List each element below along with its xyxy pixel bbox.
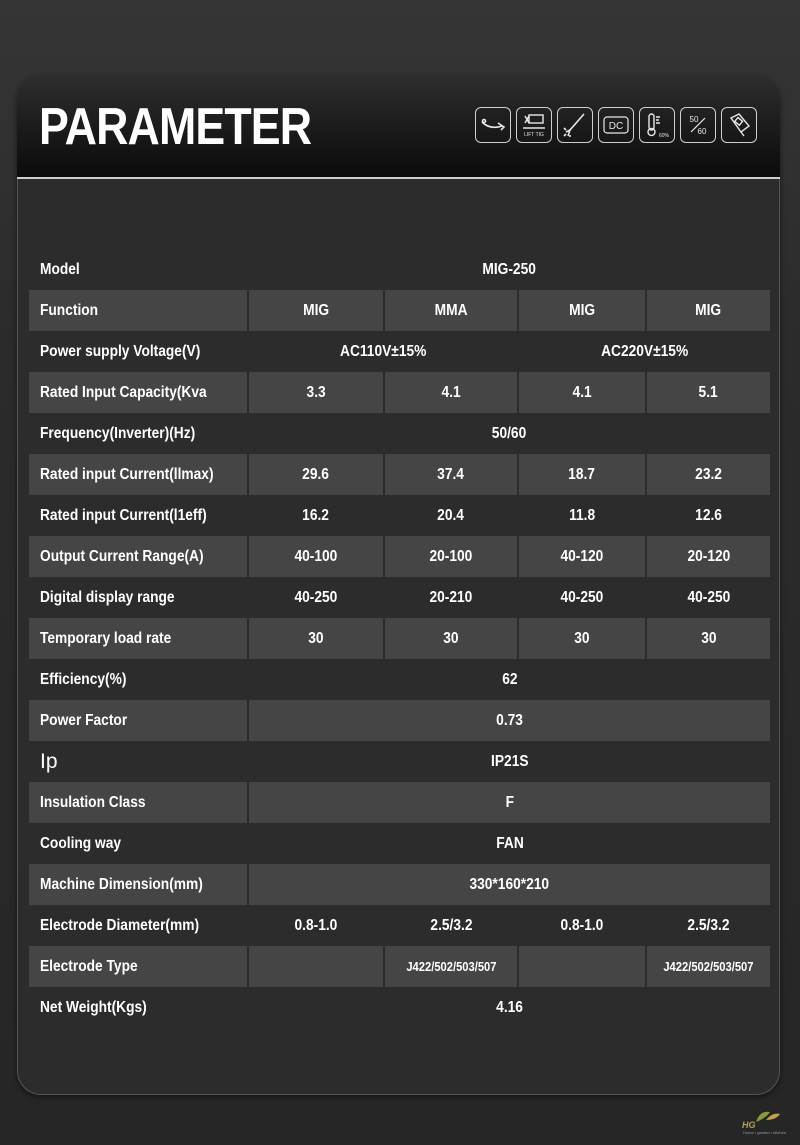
table-cell: 40-250 (687, 588, 730, 606)
brand-logo (740, 1108, 796, 1136)
logo-brand: HG (742, 1120, 756, 1130)
table-row (29, 618, 770, 659)
table-row (29, 946, 770, 987)
row-label: Function (29, 290, 248, 331)
table-cell: AC220V±15% (600, 342, 689, 360)
row-label: Rated Input Capacity(Kva (29, 372, 248, 413)
row-label: Power Factor (29, 700, 248, 741)
table-cell: 12.6 (695, 506, 722, 524)
table-cell: 5.1 (646, 372, 770, 413)
table-cell: 0.73 (248, 700, 770, 741)
table-cell: 62 (501, 670, 518, 688)
card-header (17, 75, 780, 179)
table-cell: F (248, 782, 770, 823)
table-cell: MIG (646, 290, 770, 331)
row-label: Temporary load rate (29, 618, 248, 659)
table-cell: 20-120 (646, 536, 770, 577)
leaf-logo-icon (752, 1108, 782, 1124)
table-cell: MIG (248, 290, 384, 331)
table-cell: 30 (384, 618, 518, 659)
table-cell: 40-250 (518, 577, 646, 618)
table-cell: IP21S (490, 752, 529, 770)
row-label: Machine Dimension(mm) (29, 864, 248, 905)
row-label: Ip (29, 741, 248, 782)
welding-hood-icon (721, 107, 757, 143)
table-cell: MIG-250 (482, 260, 537, 278)
table-cell (518, 946, 646, 987)
table-row (29, 782, 770, 823)
page-title: PARAMETER (39, 98, 312, 156)
table-cell: 11.8 (518, 495, 646, 536)
svg-text:60%: 60% (658, 133, 670, 139)
table-cell: 40-120 (518, 536, 646, 577)
table-row (29, 454, 770, 495)
row-label: Electrode Type (29, 946, 248, 987)
mma-electrode-icon (557, 107, 593, 143)
table-row (29, 659, 770, 700)
table-cell: 30 (646, 618, 770, 659)
svg-text:LIFT TIG: LIFT TIG (524, 132, 544, 138)
table-cell: 0.8-1.0 (518, 905, 646, 946)
dc-icon (598, 107, 634, 143)
table-cell: 20-100 (384, 536, 518, 577)
table-cell: 2.5/3.2 (687, 916, 730, 934)
mig-torch-icon (475, 107, 511, 143)
table-cell: 30 (518, 618, 646, 659)
table-row (29, 249, 770, 290)
row-label: Net Weight(Kgs) (29, 987, 248, 1028)
table-cell: 4.16 (496, 998, 523, 1016)
logo-tagline: Home • garden • kitchen (743, 1130, 787, 1135)
table-row (29, 495, 770, 536)
table-cell: 16.2 (248, 495, 384, 536)
row-label: Efficiency(%) (29, 659, 248, 700)
table-cell: AC110V±15% (248, 331, 518, 372)
table-row (29, 290, 770, 331)
table-cell: 23.2 (646, 454, 770, 495)
table-cell: 4.1 (384, 372, 518, 413)
table-cell: 3.3 (248, 372, 384, 413)
row-label: Insulation Class (29, 782, 248, 823)
row-label: Power supply Voltage(V) (29, 331, 248, 372)
table-cell: 0.8-1.0 (248, 905, 384, 946)
table-cell: 40-250 (248, 577, 384, 618)
table-cell: 2.5/3.2 (384, 905, 518, 946)
table-row (29, 905, 770, 946)
table-cell: 29.6 (248, 454, 384, 495)
table-cell: MMA (384, 290, 518, 331)
row-label: Cooling way (29, 823, 248, 864)
table-cell: 20.4 (384, 495, 518, 536)
row-label: Frequency(Inverter)(Hz) (29, 413, 248, 454)
table-cell: FAN (495, 834, 524, 852)
svg-text:60: 60 (697, 127, 707, 136)
table-cell: 18.7 (518, 454, 646, 495)
row-label: Model (29, 249, 248, 290)
table-cell: 40-100 (248, 536, 384, 577)
duty-50-60-icon (680, 107, 716, 143)
lift-tig-icon (516, 107, 552, 143)
parameter-table (29, 249, 770, 1028)
table-cell: J422/502/503/507 (646, 946, 770, 987)
table-cell: 50/60 (492, 424, 527, 442)
table-cell: MIG (518, 290, 646, 331)
table-row (29, 823, 770, 864)
svg-text:DC: DC (608, 121, 624, 132)
table-cell: 330*160*210 (248, 864, 770, 905)
row-label: Rated input Current(l1eff) (29, 495, 248, 536)
table-row (29, 331, 770, 372)
table-row (29, 536, 770, 577)
table-row (29, 413, 770, 454)
table-cell: 20-210 (384, 577, 518, 618)
row-label: Electrode Diameter(mm) (29, 905, 248, 946)
table-row (29, 864, 770, 905)
svg-text:50: 50 (689, 115, 699, 124)
feature-icon-row (475, 107, 757, 147)
humidity-60-icon (639, 107, 675, 143)
table-row (29, 741, 770, 782)
table-cell: J422/502/503/507 (384, 946, 518, 987)
table-row (29, 700, 770, 741)
table-cell (248, 946, 384, 987)
row-label: Rated input Current(llmax) (29, 454, 248, 495)
table-cell: 30 (248, 618, 384, 659)
table-row (29, 577, 770, 618)
row-label: Output Current Range(A) (29, 536, 248, 577)
table-row (29, 372, 770, 413)
table-cell: 37.4 (384, 454, 518, 495)
row-label: Digital display range (29, 577, 248, 618)
table-cell: 4.1 (518, 372, 646, 413)
table-row (29, 987, 770, 1028)
